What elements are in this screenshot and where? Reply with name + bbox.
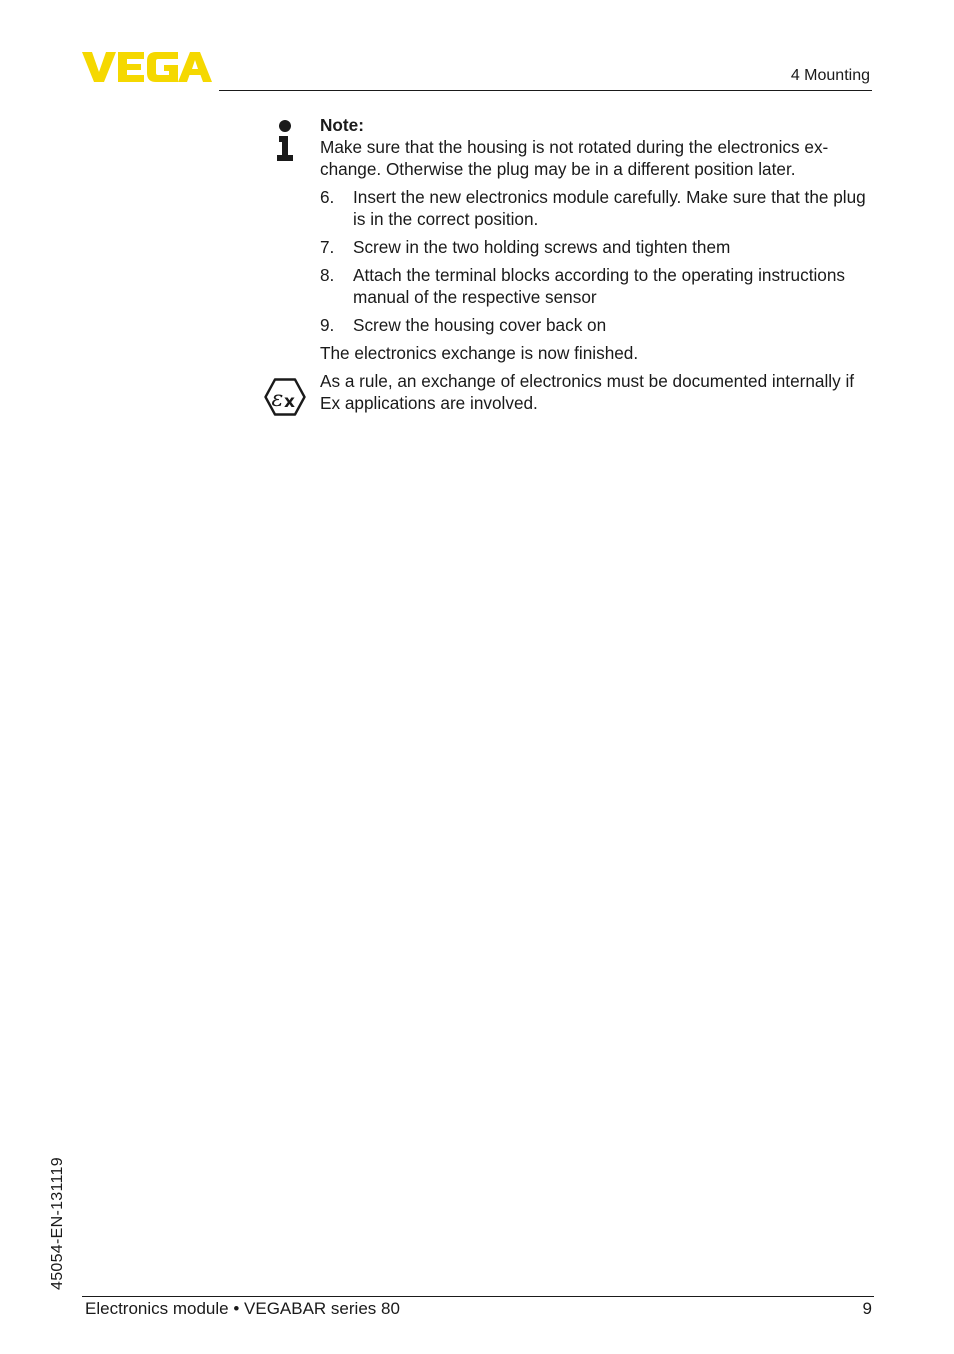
vega-logo — [82, 50, 212, 84]
list-item — [320, 236, 872, 258]
document-id: 45054-EN-131119 — [49, 1157, 66, 1290]
footer-divider — [82, 1296, 874, 1297]
svg-text:x: x — [284, 392, 295, 412]
footer-title: Electronics module • VEGABAR series 80 — [85, 1299, 400, 1318]
step-text: Insert the new electronics module carefully. Make sure that the plug is in the correct position. — [353, 187, 866, 229]
note-text: Make sure that the housing is not rotated during the electronics ex-change. Otherwise the plug may be in a different position later. — [320, 137, 829, 179]
page-number: 9 — [862, 1299, 872, 1318]
ex-note-text: As a rule, an exchange of electronics must be documented internally if Ex applications are involved. — [320, 371, 855, 413]
list-item — [320, 186, 872, 230]
step-number: 6. — [320, 187, 335, 207]
list-item — [320, 314, 872, 336]
content — [320, 114, 872, 414]
step-number: 9. — [320, 315, 335, 335]
svg-text:ε: ε — [271, 387, 284, 412]
step-number: 8. — [320, 265, 335, 285]
steps-list — [320, 186, 872, 336]
header-divider — [219, 90, 872, 91]
step-text: Attach the terminal blocks according to the operating instructions manual of the respective sensor — [353, 265, 846, 307]
section-title: 4 Mounting — [790, 67, 870, 84]
info-icon — [275, 119, 295, 161]
ex-hexagon-icon — [264, 378, 306, 416]
step-text: Screw the housing cover back on — [353, 315, 607, 335]
step-text: Screw in the two holding screws and tighten them — [353, 237, 731, 257]
finished-text: The electronics exchange is now finished. — [320, 343, 639, 363]
list-item — [320, 264, 872, 308]
step-number: 7. — [320, 237, 335, 257]
note-title: Note: — [320, 115, 364, 135]
